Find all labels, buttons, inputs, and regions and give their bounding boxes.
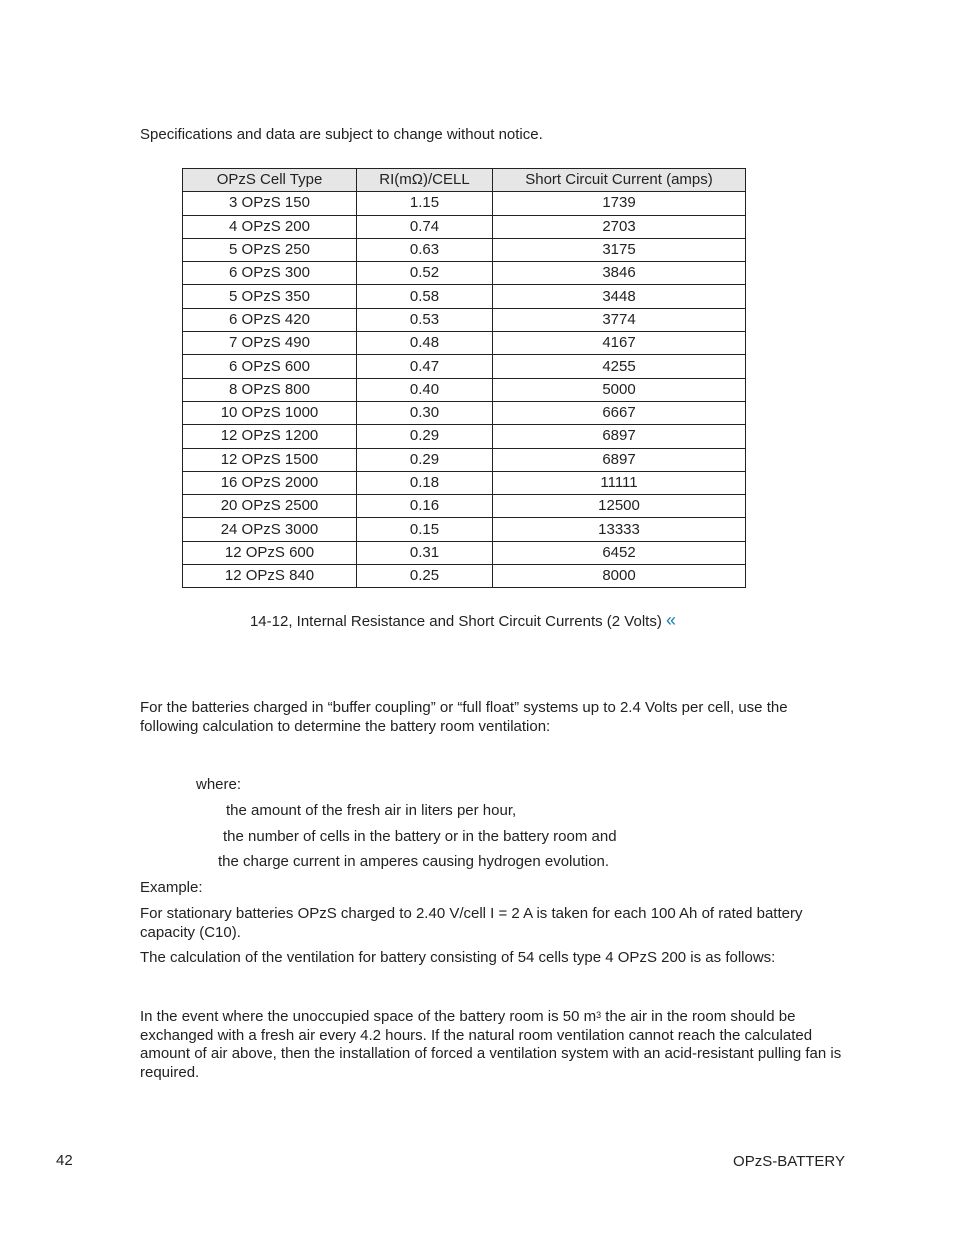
table-row xyxy=(183,565,746,588)
column-header: RI(mΩ)/CELL xyxy=(357,169,493,192)
footer-title: OPzS-BATTERY xyxy=(733,1153,845,1170)
table-cell: 0.18 xyxy=(357,471,493,494)
table-cell: 0.63 xyxy=(357,238,493,261)
table-cell: 16 OPzS 2000 xyxy=(183,471,357,494)
table-cell: 11111 xyxy=(493,471,746,494)
table-row xyxy=(183,192,746,215)
table-cell: 1739 xyxy=(493,192,746,215)
table-cell: 2703 xyxy=(493,215,746,238)
table-cell: 20 OPzS 2500 xyxy=(183,495,357,518)
back-link-icon[interactable]: « xyxy=(666,610,677,630)
table-cell: 0.16 xyxy=(357,495,493,518)
table-cell: 0.29 xyxy=(357,425,493,448)
definition-item: the number of cells in the battery or in the battery room and xyxy=(223,828,617,845)
table-caption xyxy=(0,611,926,631)
table-row xyxy=(183,378,746,401)
table-cell: 1.15 xyxy=(357,192,493,215)
table-cell: 12 OPzS 600 xyxy=(183,541,357,564)
table-row xyxy=(183,285,746,308)
closing-paragraph xyxy=(140,1008,842,1082)
caption-text: 14-12, Internal Resistance and Short Circuit Currents (2 Volts) xyxy=(249,613,662,630)
where-label: where: xyxy=(196,776,242,793)
table-cell: 0.40 xyxy=(357,378,493,401)
table-cell: 3448 xyxy=(493,285,746,308)
table-cell: 12 OPzS 1200 xyxy=(183,425,357,448)
table-cell: 6452 xyxy=(493,541,746,564)
table-cell: 12500 xyxy=(493,495,746,518)
table-cell: 3175 xyxy=(493,238,746,261)
superscript: 3 xyxy=(596,1010,602,1020)
table-cell: 8000 xyxy=(493,565,746,588)
table-cell: 24 OPzS 3000 xyxy=(183,518,357,541)
definition-item: the amount of the fresh air in liters per hour, xyxy=(226,802,517,819)
table-cell: 5 OPzS 350 xyxy=(183,285,357,308)
table-cell: 6897 xyxy=(493,425,746,448)
calculation-paragraph: The calculation of the ventilation for battery consisting of 54 cells type 4 OPzS 200 is as follows: xyxy=(140,949,776,966)
table-cell: 4167 xyxy=(493,332,746,355)
table-cell: 0.52 xyxy=(357,262,493,285)
table-cell: 6667 xyxy=(493,401,746,424)
table-cell: 6897 xyxy=(493,448,746,471)
table-cell: 12 OPzS 840 xyxy=(183,565,357,588)
example-label: Example: xyxy=(140,879,203,896)
table-cell: 6 OPzS 600 xyxy=(183,355,357,378)
table-row xyxy=(183,401,746,424)
page-number: 42 xyxy=(56,1152,73,1169)
table-row xyxy=(183,425,746,448)
table-cell: 0.15 xyxy=(357,518,493,541)
table-row xyxy=(183,518,746,541)
table-body xyxy=(183,192,746,588)
table-cell: 8 OPzS 800 xyxy=(183,378,357,401)
table-cell: 6 OPzS 420 xyxy=(183,308,357,331)
table-cell: 0.53 xyxy=(357,308,493,331)
table-cell: 4 OPzS 200 xyxy=(183,215,357,238)
table-cell: 0.48 xyxy=(357,332,493,355)
table-row xyxy=(183,308,746,331)
table-cell: 12 OPzS 1500 xyxy=(183,448,357,471)
table-row xyxy=(183,215,746,238)
table-cell: 6 OPzS 300 xyxy=(183,262,357,285)
table-cell: 0.25 xyxy=(357,565,493,588)
table-cell: 3846 xyxy=(493,262,746,285)
table-header-row xyxy=(183,169,746,192)
table-cell: 5000 xyxy=(493,378,746,401)
table-row xyxy=(183,355,746,378)
table-cell: 7 OPzS 490 xyxy=(183,332,357,355)
resistance-table xyxy=(182,168,746,588)
intro-paragraph: For the batteries charged in “buffer coupling” or “full float” systems up to 2.4 Volts per cell, use the following calculation to determine the battery room ventilation: xyxy=(140,699,788,735)
table-row xyxy=(183,262,746,285)
table-row xyxy=(183,471,746,494)
table-cell: 3 OPzS 150 xyxy=(183,192,357,215)
closing-text: In the event where the unoccupied space of the battery room is 50 m xyxy=(140,1008,597,1025)
table-cell: 0.29 xyxy=(357,448,493,471)
table-cell: 0.47 xyxy=(357,355,493,378)
table-row xyxy=(183,495,746,518)
column-header: Short Circuit Current (amps) xyxy=(493,169,746,192)
example-paragraph: For stationary batteries OPzS charged to 2.40 V/cell I = 2 A is taken for each 100 Ah of rated battery capacity (C10). xyxy=(140,905,803,941)
closing-text: the air in the room should be exchanged with a fresh air every 4.2 hours. If the natural room ventilation cannot reach the calculated amount of air above, then the installation of forced a ventilation system with an acid-resistant pulling fan is required. xyxy=(140,1008,842,1081)
column-header: OPzS Cell Type xyxy=(183,169,357,192)
table-cell: 0.58 xyxy=(357,285,493,308)
table-row xyxy=(183,238,746,261)
definition-item: the charge current in amperes causing hydrogen evolution. xyxy=(218,853,610,870)
table-cell: 0.31 xyxy=(357,541,493,564)
table-cell: 4255 xyxy=(493,355,746,378)
notice-text: Specifications and data are subject to change without notice. xyxy=(140,126,543,143)
table-cell: 0.30 xyxy=(357,401,493,424)
table-cell: 10 OPzS 1000 xyxy=(183,401,357,424)
table-row xyxy=(183,448,746,471)
table-cell: 3774 xyxy=(493,308,746,331)
table-cell: 5 OPzS 250 xyxy=(183,238,357,261)
table-cell: 0.74 xyxy=(357,215,493,238)
table-row xyxy=(183,541,746,564)
table-cell: 13333 xyxy=(493,518,746,541)
table-row xyxy=(183,332,746,355)
